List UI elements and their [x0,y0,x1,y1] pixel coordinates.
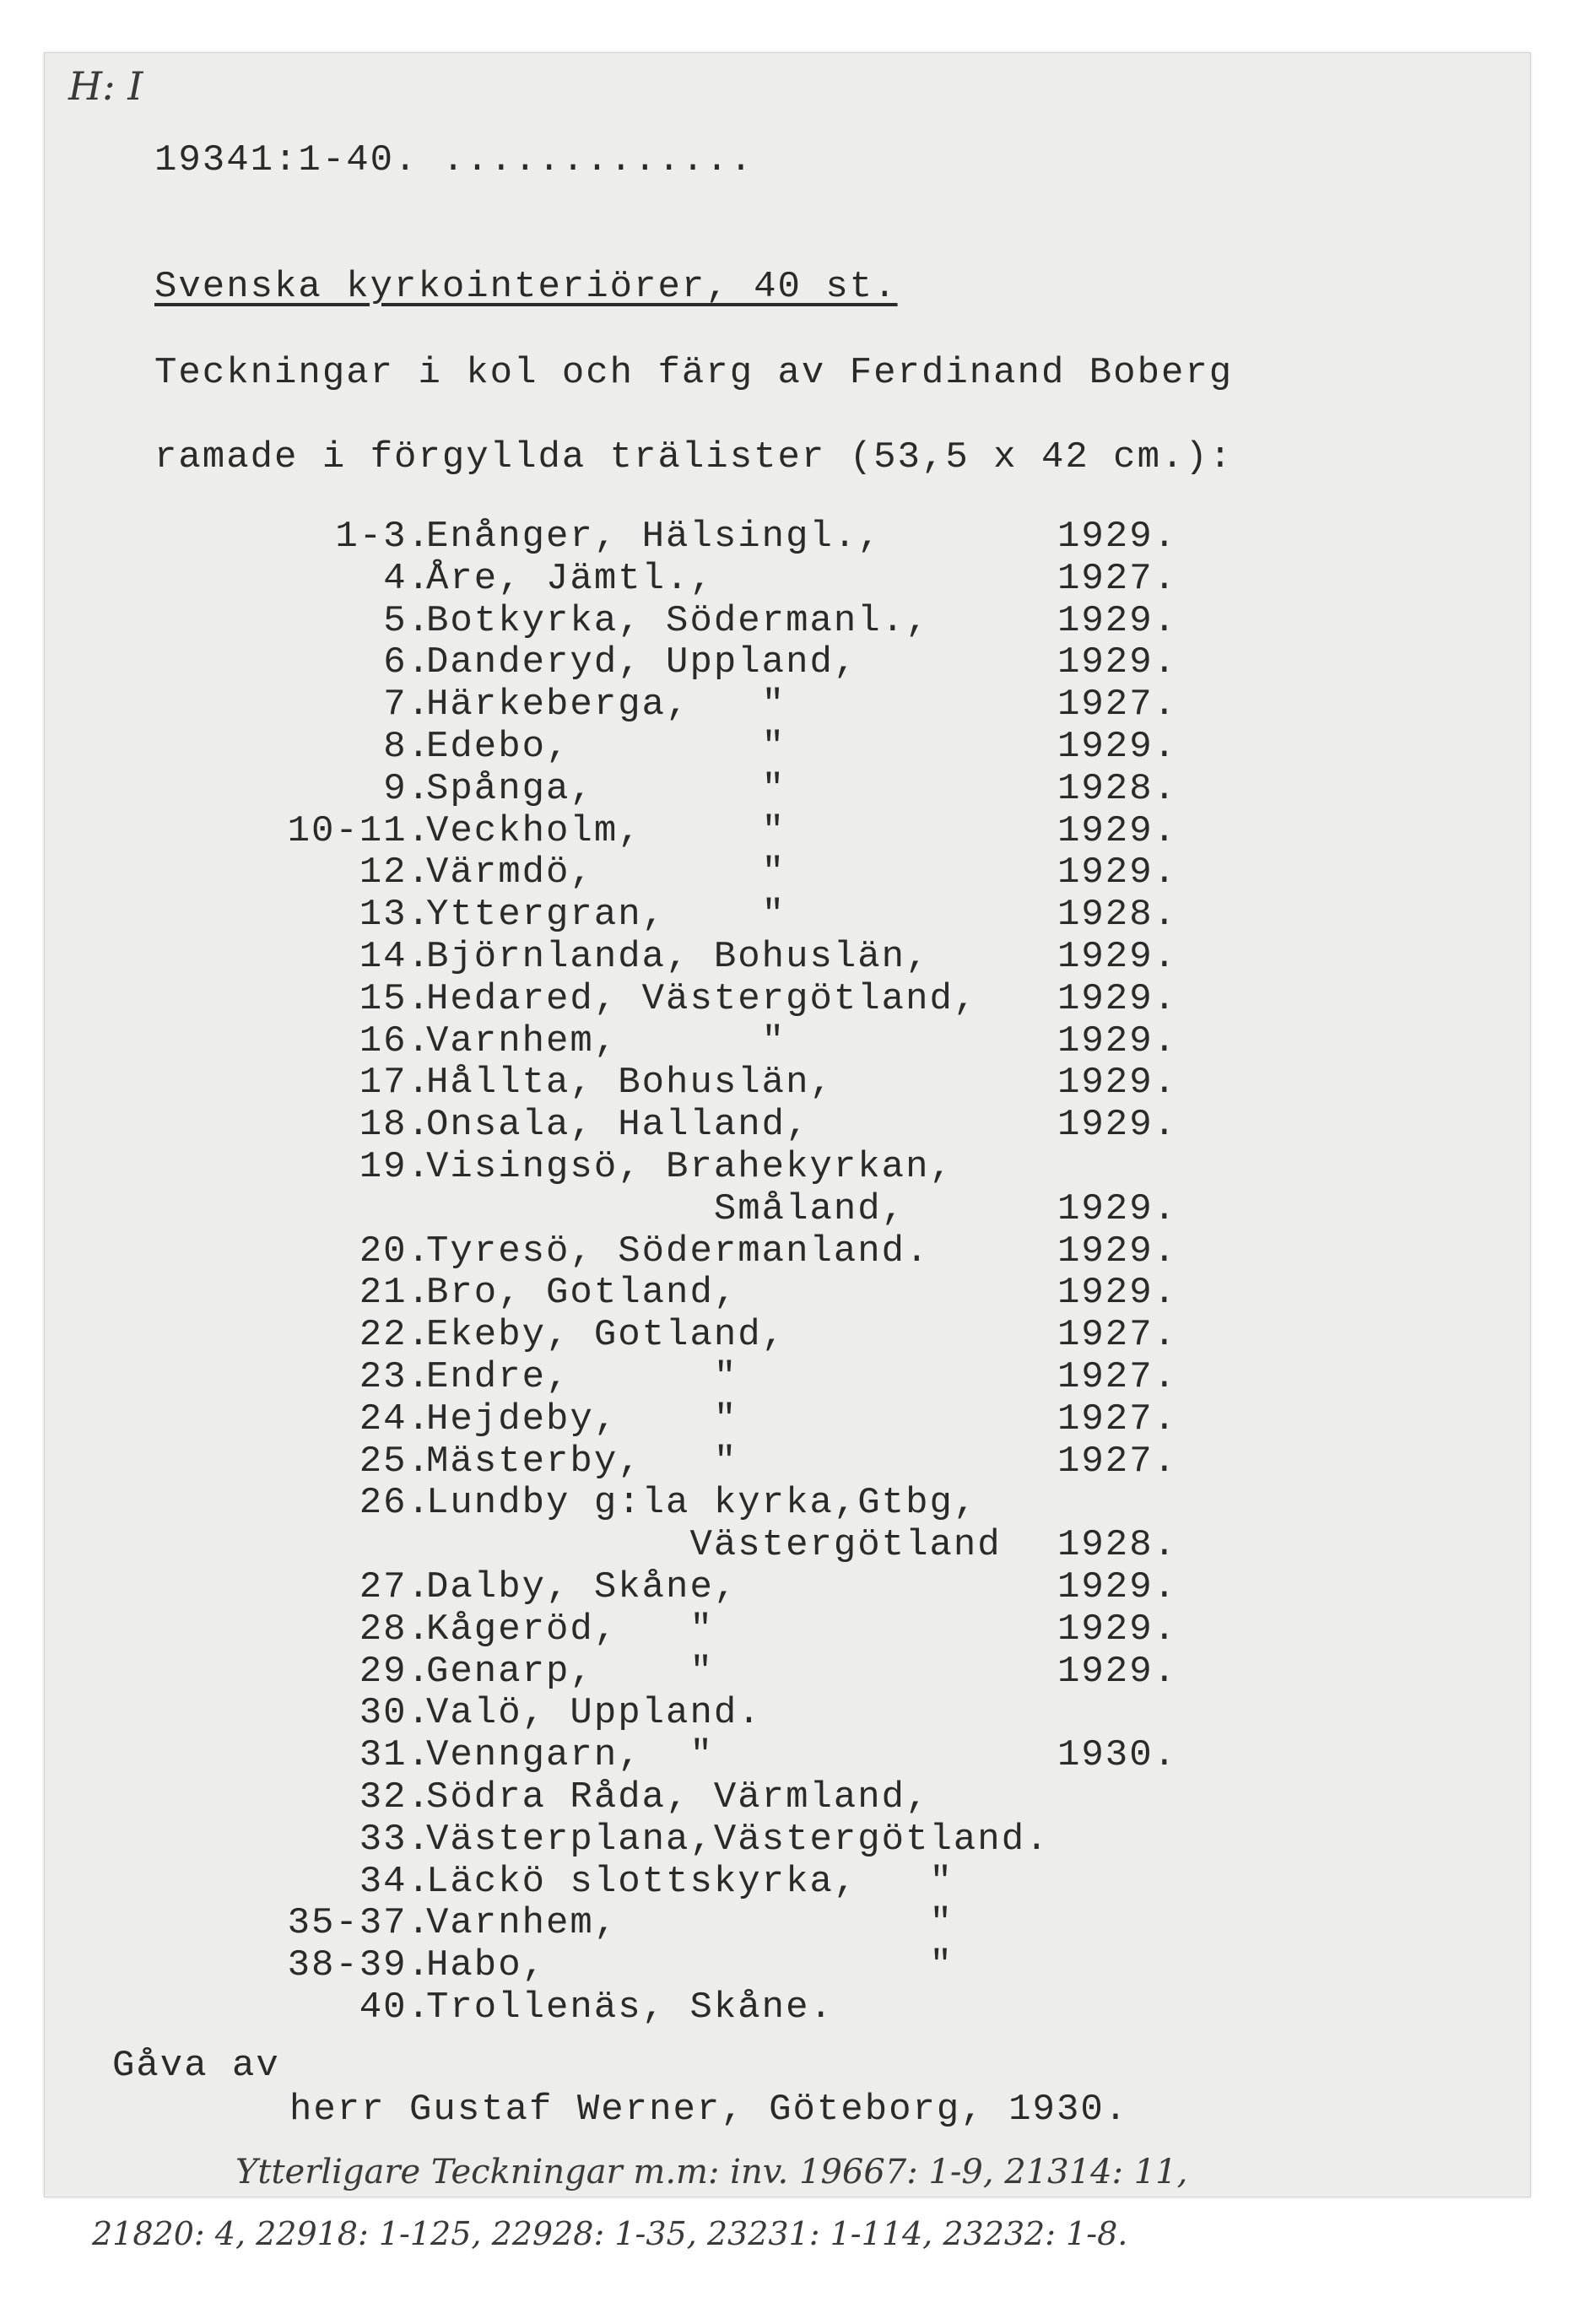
item-year: 1929. [1057,1565,1178,1608]
list-item [45,1651,1530,1693]
item-place: Spånga, " [426,767,786,810]
list-item [45,1902,1530,1944]
list-item [45,1062,1530,1104]
item-year: 1929. [1057,935,1178,978]
list-item [45,1188,1530,1230]
list-item [45,1314,1530,1356]
corner-mark: H: I [68,63,143,109]
item-place: Åre, Jämtl., [426,557,714,600]
item-year: 1929. [1057,1650,1178,1693]
list-item [45,1986,1530,2029]
list-item [45,641,1530,684]
item-year: 1929. [1057,1608,1178,1651]
list-item [45,1272,1530,1314]
item-number: 38-39. [287,1944,431,1987]
item-place: Endre, " [426,1355,738,1398]
list-item [45,558,1530,600]
item-year: 1929. [1057,1187,1178,1230]
item-year: 1928. [1057,1524,1178,1567]
item-number: 19. [359,1145,431,1188]
item-place: Habo, " [426,1944,954,1987]
item-year: 1929. [1057,641,1178,684]
item-year: 1927. [1057,1397,1178,1440]
item-year: 1929. [1057,599,1178,642]
item-number: 23. [359,1355,431,1398]
handwritten-note-line-1: Ytterligare Teckningar m.m: inv. 19667: 1-9, 21314: 11, [235,2153,1188,2192]
item-place: Genarp, " [426,1650,714,1693]
item-place: Visingsö, Brahekyrkan, [426,1145,954,1188]
item-year: 1927. [1057,1314,1178,1357]
list-item [45,1146,1530,1188]
item-number: 18. [359,1104,431,1147]
item-place: Yttergran, " [426,894,786,937]
item-number: 31. [359,1734,431,1777]
item-year: 1929. [1057,1104,1178,1147]
item-number: 29. [359,1650,431,1693]
item-number: 15. [359,977,431,1020]
item-year: 1929. [1057,1062,1178,1105]
gift-label: Gåva av [112,2045,280,2087]
item-year: 1929. [1057,1230,1178,1273]
list-item [45,936,1530,978]
list-item [45,726,1530,768]
item-place: Veckholm, " [426,809,786,852]
item-number: 16. [359,1019,431,1062]
item-place: Venngarn, " [426,1734,714,1777]
catalog-card [44,52,1531,2252]
item-number: 26. [359,1482,431,1525]
item-number: 35-37. [287,1902,431,1945]
item-number: 25. [359,1440,431,1483]
list-item [45,1608,1530,1651]
item-year: 1929. [1057,809,1178,852]
item-number: 27. [359,1565,431,1608]
item-year: 1927. [1057,684,1178,727]
item-year: 1929. [1057,851,1178,894]
item-year: 1927. [1057,557,1178,600]
item-year: 1929. [1057,725,1178,768]
item-number: 24. [359,1397,431,1440]
item-number: 17. [359,1062,431,1105]
item-number: 32. [359,1775,431,1819]
handwritten-note-line-2: 21820: 4, 22918: 1-125, 22928: 1-35, 23231: 1-114, 23232: 1-8. [92,2215,1128,2252]
item-place: Södra Råda, Värmland, [426,1775,930,1819]
list-item [45,600,1530,642]
item-place: Ekeby, Gotland, [426,1314,786,1357]
item-number: 21. [359,1272,431,1315]
donor-line: herr Gustaf Werner, Göteborg, 1930. [289,2089,1129,2131]
item-number: 20. [359,1230,431,1273]
list-item [45,516,1530,558]
item-place: Hejdeby, " [426,1397,738,1440]
item-number: 8. [383,725,431,768]
item-number: 6. [383,641,431,684]
item-number: 34. [359,1860,431,1903]
item-place: Enånger, Hälsingl., [426,516,882,558]
item-place: Björnlanda, Bohuslän, [426,935,930,978]
list-item [45,1819,1530,1861]
list-item [45,1861,1530,1903]
item-place: Bro, Gotland, [426,1272,738,1315]
item-place: Hållta, Bohuslän, [426,1062,834,1105]
list-item [45,1482,1530,1524]
list-item [45,1692,1530,1734]
item-place: Varnhem, " [426,1902,954,1945]
item-number: 10-11. [287,809,431,852]
item-number: 4. [383,557,431,600]
item-place: Valö, Uppland. [426,1692,762,1735]
item-place: Edebo, " [426,725,786,768]
item-year: 1929. [1057,1019,1178,1062]
item-number: 22. [359,1314,431,1357]
list-item [45,768,1530,810]
item-place: Onsala, Halland, [426,1104,810,1147]
item-year: 1929. [1057,977,1178,1020]
item-number: 12. [359,851,431,894]
list-item [45,978,1530,1020]
item-place: Hedared, Västergötland, [426,977,978,1020]
item-place: Västerplana,Västergötland. [426,1818,1050,1861]
list-item [45,1524,1530,1566]
list-item [45,894,1530,936]
list-item [45,1776,1530,1819]
item-place: Varnhem, " [426,1019,786,1062]
item-place: Värmdö, " [426,851,786,894]
list-item [45,1440,1530,1483]
list-item [45,1104,1530,1146]
item-number: 14. [359,935,431,978]
item-number: 33. [359,1818,431,1861]
list-item [45,1734,1530,1776]
item-place: Mästerby, " [426,1440,738,1483]
item-place: Lundby g:la kyrka,Gtbg, [426,1482,978,1525]
description-line-2: ramade i förgyllda trälister (53,5 x 42 cm.): [154,436,1234,478]
list-item [45,1356,1530,1398]
list-item [45,1230,1530,1273]
item-place: Härkeberga, " [426,684,786,727]
list-item [45,1398,1530,1440]
item-place: Småland, [426,1187,906,1230]
item-number: 1-3. [335,516,431,558]
item-number: 40. [359,1986,431,2029]
item-place: Dalby, Skåne, [426,1565,738,1608]
item-place: Botkyrka, Södermanl., [426,599,930,642]
item-place: Trollenäs, Skåne. [426,1986,834,2029]
item-place: Tyresö, Södermanland. [426,1230,930,1273]
list-item [45,810,1530,852]
item-place: Västergötland [426,1524,1002,1567]
item-year: 1927. [1057,1440,1178,1483]
list-item [45,851,1530,894]
list-item [45,1566,1530,1608]
list-item [45,1020,1530,1062]
item-year: 1928. [1057,894,1178,937]
card-heading: Svenska kyrkointeriörer, 40 st. [154,266,898,308]
reference-number: 19341:1-40. ............. [154,139,754,181]
item-place: Läckö slottskyrka, " [426,1860,954,1903]
item-number: 9. [383,767,431,810]
item-number: 30. [359,1692,431,1735]
item-number: 28. [359,1608,431,1651]
list-item [45,684,1530,726]
item-year: 1928. [1057,767,1178,810]
item-place: Kågeröd, " [426,1608,714,1651]
item-list [45,516,1530,2029]
item-number: 7. [383,684,431,727]
description-line-1: Teckningar i kol och färg av Ferdinand Boberg [154,352,1234,394]
item-number: 13. [359,894,431,937]
item-year: 1930. [1057,1734,1178,1777]
list-item [45,1944,1530,1986]
item-year: 1929. [1057,516,1178,558]
item-number: 5. [383,599,431,642]
item-year: 1929. [1057,1272,1178,1315]
item-year: 1927. [1057,1355,1178,1398]
item-place: Danderyd, Uppland, [426,641,858,684]
